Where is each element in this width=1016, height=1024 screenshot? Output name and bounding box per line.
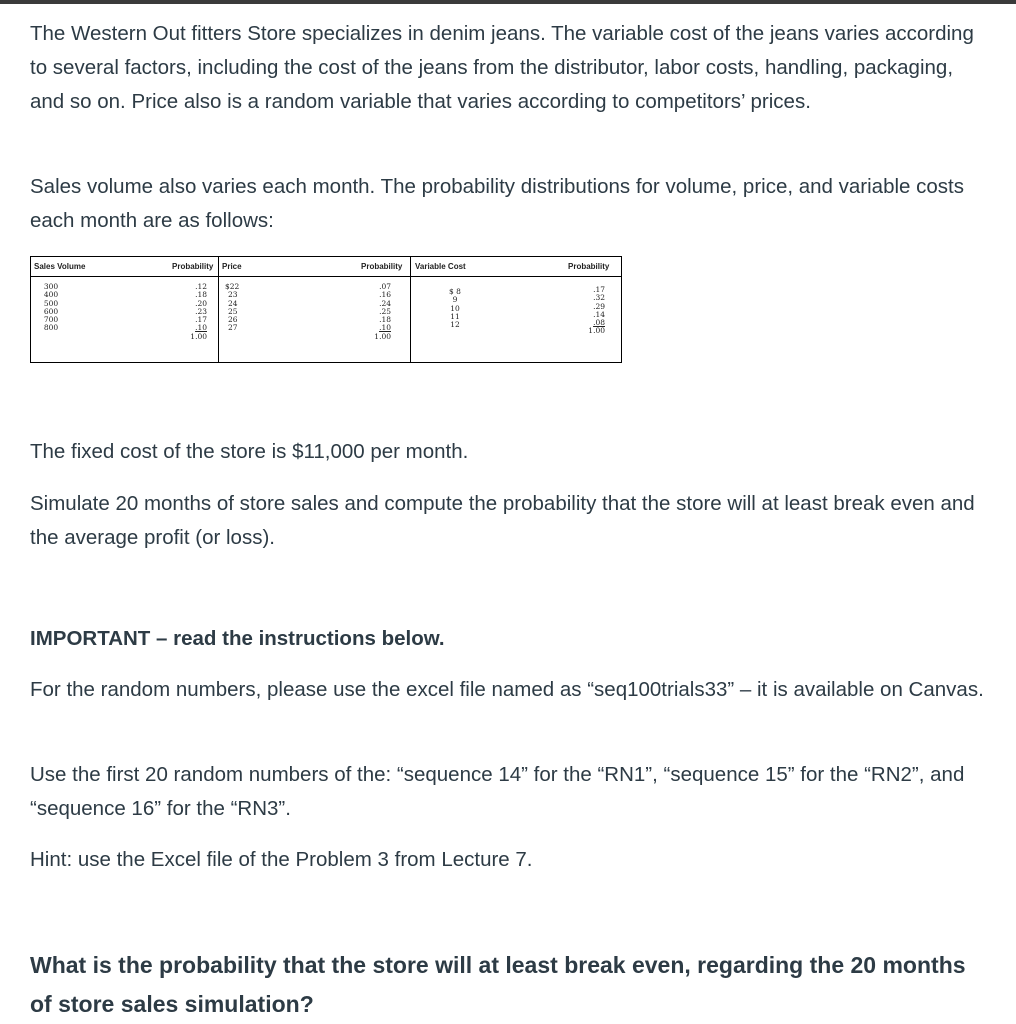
cost-probability-column	[575, 286, 605, 336]
header-volume-probability: Probability	[172, 262, 214, 271]
hint-paragraph: Hint: use the Excel file of the Problem 3 from Lecture 7.	[30, 848, 533, 871]
header-rule	[31, 276, 621, 277]
table-cell: .14	[593, 309, 605, 319]
table-cell: .17	[195, 315, 207, 325]
header-cost-probability: Probability	[568, 262, 610, 271]
intro-paragraph: The Western Out fitters Store specializes in denim jeans. The variable cost of the jeans varies according to several factors, including the cost of the jeans from the distributor, labor costs, handling, packaging, and so on. Price also is a random variable that varies according to competitors’ prices.	[30, 22, 974, 113]
table-cell: .08	[593, 318, 605, 328]
table-cell: 700	[43, 315, 59, 325]
important-heading: IMPORTANT – read the instructions below.	[30, 627, 445, 650]
header-sales-volume: Sales Volume	[34, 262, 86, 271]
table-cell: 27	[228, 323, 238, 333]
header-price-probability: Probability	[361, 262, 403, 271]
volume-probability-column	[177, 283, 207, 341]
price-probability-column	[361, 283, 391, 341]
table-cell: 23	[228, 290, 238, 300]
table-cell: .20	[195, 298, 207, 308]
table-cell: 24	[228, 298, 238, 308]
table-cell: 10	[450, 303, 460, 313]
table-cell: .17	[593, 285, 605, 294]
table-cell: 400	[43, 290, 59, 300]
table-cell: .25	[379, 306, 391, 316]
table-cell: 9	[452, 295, 458, 305]
sales-volume-column	[41, 283, 61, 333]
table-cell: 500	[43, 298, 59, 308]
top-border	[0, 0, 1016, 4]
table-cell: $22	[225, 282, 240, 291]
table-total: 1.00	[190, 331, 207, 341]
table-cell: $ 8	[449, 287, 461, 296]
table-cell: 11	[450, 311, 460, 321]
table-total: 1.00	[588, 326, 605, 336]
table-cell: .24	[379, 298, 391, 308]
table-cell: 26	[228, 315, 238, 325]
table-cell: .18	[195, 290, 207, 300]
table-cell: .23	[195, 306, 207, 316]
price-column	[225, 283, 245, 333]
table-cell: 600	[43, 306, 59, 316]
table-cell: .32	[593, 293, 605, 303]
table-cell: .10	[379, 323, 391, 333]
sales-paragraph: Sales volume also varies each month. The probability distributions for volume, price, and variable costs each month are as follows:	[30, 175, 964, 232]
random-numbers-paragraph: For the random numbers, please use the excel file named as “seq100trials33” – it is available on Canvas.	[30, 678, 984, 701]
header-variable-cost: Variable Cost	[415, 262, 466, 271]
table-cell: .29	[593, 301, 605, 311]
question-text: What is the probability that the store will at least break even, regarding the 20 months of store sales simulation?	[30, 952, 966, 1017]
header-price: Price	[222, 262, 242, 271]
table-total: 1.00	[374, 331, 391, 341]
table-cell: 300	[43, 282, 59, 291]
table-cell: .16	[379, 290, 391, 300]
table-cell: 800	[43, 323, 59, 333]
variable-cost-column	[443, 288, 467, 329]
fixed-cost-paragraph: The fixed cost of the store is $11,000 per month.	[30, 440, 469, 463]
sequences-paragraph: Use the first 20 random numbers of the: “sequence 14” for the “RN1”, “sequence 15” for the “RN2”, and “sequence 16” for the “RN3”.	[30, 763, 965, 820]
table-cell: .18	[379, 315, 391, 325]
table-cell: 25	[228, 306, 238, 316]
table-cell: .10	[195, 323, 207, 333]
table-cell: .07	[379, 282, 391, 291]
table-cell: 12	[450, 320, 460, 330]
column-divider	[218, 257, 219, 362]
probability-table	[30, 256, 622, 363]
simulate-paragraph: Simulate 20 months of store sales and compute the probability that the store will at least break even and the average profit (or loss).	[30, 492, 975, 549]
column-divider	[410, 257, 411, 362]
table-cell: .12	[195, 282, 207, 291]
